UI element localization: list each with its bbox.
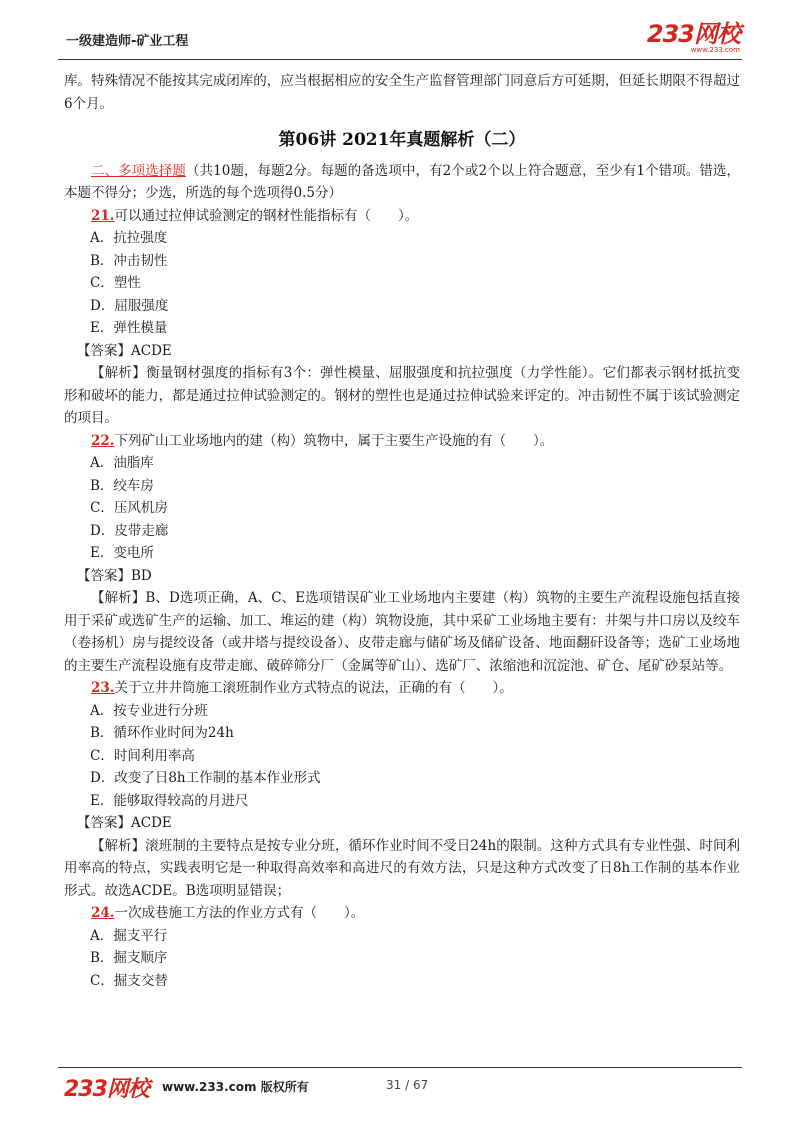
question-21 [64,205,740,430]
answer: 【答案】ACDE [77,815,172,831]
option: C．掘支交替 [90,972,168,989]
option: C．塑性 [90,275,141,291]
question-24 [64,902,740,992]
footer-divider [58,1067,742,1068]
question-stem [64,902,740,925]
footer-copyright: www.233.com 版权所有 [162,1080,309,1094]
brand-logo-text: 233网校 [646,20,740,48]
question-number: 23. [91,680,115,696]
answer: 【答案】ACDE [77,342,172,359]
page-number: 31 / 67 [386,1078,429,1092]
analysis: 【解析】B、D选项正确，A、C、E选项错误矿业工业场地内主要建（构）筑物的主要生产流程设施包括直接用于采矿或选矿生产的运输、加工、堆运的建（构）筑物设施，其中采矿工业场地主要有：井架与井口房以及绞车（卷扬机）房与提绞设备（或井塔与提绞设备）、皮带走廊与储矿场及储矿设备、地面翻矸设备等；选矿工业场地的主要生产流程设施有皮带走廊、破碎筛分厂（金属等矿山）、选矿厂、浓缩池和沉淀池、矿仓、尾矿砂泵站等。 [64,590,740,674]
analysis: 【解析】滚班制的主要特点是按专业分班，循环作业时间不受日24h的限制。这种方式具有专业性强、时间利用率高的特点，实践表明它是一种取得高效率和高进尺的有效方法，只是这种方式改变了日8h工作制的基本作业形式。故选ACDE。B选项明显错误； [64,837,740,899]
brand-logo[interactable] [647,22,740,55]
page-footer [64,1072,740,1102]
question-22 [64,430,740,678]
option: B．掘支顺序 [90,950,168,966]
option: B．绞车房 [90,477,154,494]
header-title: 一级建造师-矿业工程 [66,34,189,49]
question-number: 21. [91,207,115,224]
option: E．变电所 [90,545,154,561]
option: D．改变了日8h工作制的基本作业形式 [90,770,321,786]
question-stem [64,430,740,453]
question-stem [64,677,740,700]
intro-paragraph: 库。特殊情况不能按其完成闭库的，应当根据相应的安全生产监督管理部门同意后方可延期，但延长期限不得超过6个月。 [64,73,740,112]
header-divider [58,59,742,60]
document-body [64,70,740,992]
option: A．掘支平行 [90,927,168,944]
option: C．时间利用率高 [90,747,195,764]
brand-logo-url: www.233.com [690,46,740,54]
question-text: 一次成巷施工方法的作业方式有（ ）。 [114,905,365,921]
option: E．能够取得较高的月进尺 [90,792,249,809]
option: C．压风机房 [90,500,168,516]
option: B．循环作业时间为24h [90,725,234,741]
answer: 【答案】BD [77,567,152,584]
analysis: 【解析】衡量钢材强度的指标有3个：弹性模量、屈服强度和抗拉强度（力学性能）。它们都表示钢材抵抗变形和破坏的能力，都是通过拉伸试验测定的。钢材的塑性也是通过拉伸试验来评定的。冲击韧性不属于该试验测定的项目。 [64,365,740,426]
question-stem [64,205,740,228]
question-23 [64,677,740,902]
question-number: 24. [91,905,115,921]
question-text: 关于立井井筒施工滚班制作业方式特点的说法，正确的有（ ）。 [114,680,513,696]
question-text: 下列矿山工业场地内的建（构）筑物中，属于主要生产设施的有（ ）。 [114,432,554,449]
page-header [58,22,744,58]
section-label: 二、多项选择题 [91,162,187,179]
option: E．弹性模量 [90,320,168,336]
option: A．按专业进行分班 [90,702,208,719]
option: D．皮带走廊 [90,522,169,539]
section-desc: （共10题，每题2分。每题的备选项中，有2个或2个以上符合题意，至少有1个错项。错选，本题不得分；少选，所选的每个选项得0.5分） [64,162,740,201]
option: D．屈服强度 [90,297,169,314]
section-intro [64,160,740,205]
section-title: 第06讲 2021年真题解析（二） [278,130,526,150]
option: A．油脂库 [90,455,154,471]
footer-logo[interactable]: 233网校 [64,1077,149,1102]
option: A．抗拉强度 [90,230,168,246]
question-text: 可以通过拉伸试验测定的钢材性能指标有（ ）。 [114,207,419,224]
option: B．冲击韧性 [90,252,168,269]
question-number: 22. [91,432,115,449]
